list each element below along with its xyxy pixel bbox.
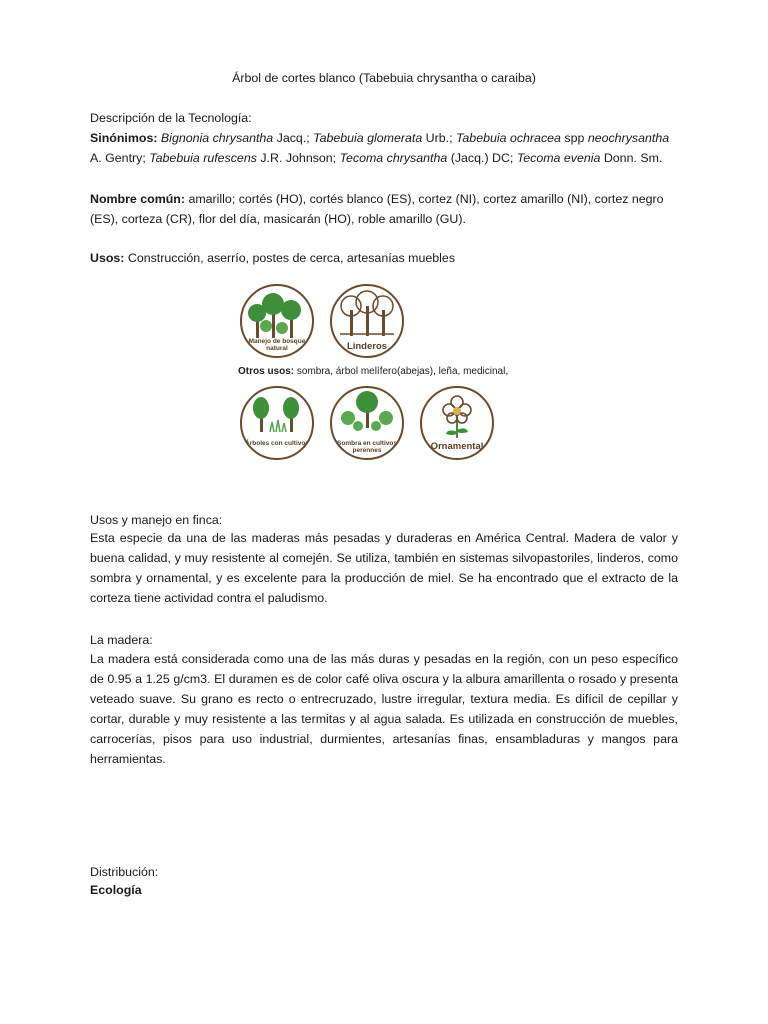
- trees-with-crops-icon: [242, 388, 312, 458]
- otros-usos-line: [238, 366, 508, 378]
- usos-text: Construcción, aserrío, postes de cerca, artesanías muebles: [124, 251, 456, 265]
- document-title: Árbol de cortes blanco (Tabebuia chrysantha o caraiba): [232, 71, 536, 85]
- madera-paragraph: La madera está considerada como una de las más duras y pesadas en la región, con un peso específico de 0.95 a 1.25 g/cm3. El duramen es de color café oliva oscura y la albura amarillenta o rosado y presenta veteado suave. Su grano es recto o entrecruzado, lustre irregular, textura media. Es difícil de cepillar y cortar, durable y muy resistente a las termitas y al agua salada. Es utilizada en construcción de muebles, carrocerías, pisos para uso industrial, durmientes, artesanías finas, ensambladuras y mangos para herramientas.: [90, 652, 678, 766]
- nombre-comun-label: Nombre común:: [90, 192, 185, 206]
- arboles-cultivos-icon: [240, 386, 314, 460]
- usos-icon-panel: [236, 282, 536, 462]
- synonym-name: Bignonia chrysantha: [160, 131, 274, 145]
- sombra-cultivos-icon: [330, 386, 404, 460]
- usos-label: Usos:: [90, 251, 125, 265]
- manejo-bosque-label: Manejo de bosque natural: [248, 338, 306, 352]
- synonym-author: (Jacq.) DC;: [447, 151, 517, 165]
- usos-manejo-paragraph: Esta especie da una de las maderas más pesadas y duraderas en América Central. Madera de valor y buena calidad, y muy resistente al comején. Se utiliza, también en sistemas silvopastoriles, linderos, como sombra y ornamental, y es excelente para la producción de miel. Se ha encontrado que el extracto de la corteza tiene actividad contra el paludismo.: [90, 531, 678, 605]
- ornamental-label: Ornamental: [430, 441, 484, 452]
- otros-usos-label: Otros usos:: [238, 366, 295, 377]
- synonym-author: Jacq.;: [273, 131, 314, 145]
- ornamental-icon: [420, 386, 494, 460]
- sombra-cultivos-label: Sombra en cultivos perennes: [337, 440, 397, 454]
- arboles-cultivos-label: Árboles con cultivos: [245, 440, 309, 447]
- synonym-author: A. Gentry;: [90, 151, 150, 165]
- sinonimos-label: Sinónimos:: [90, 131, 158, 145]
- distribucion-heading: Distribución:: [90, 865, 159, 879]
- synonym-name: Tabebuia ochracea: [455, 131, 561, 145]
- synonym-name: neochrysantha: [587, 131, 670, 145]
- linderos-label: Linderos: [346, 341, 388, 352]
- linderos-icon: [330, 284, 404, 358]
- nombre-comun-paragraph: [90, 189, 678, 229]
- synonym-author: J.R. Johnson;: [256, 151, 340, 165]
- usos-paragraph: [90, 248, 678, 268]
- sinonimos-paragraph: [90, 128, 678, 168]
- synonym-name: Tecoma chrysantha: [339, 151, 448, 165]
- descripcion-heading: Descripción de la Tecnología:: [90, 111, 252, 125]
- synonym-name: Tecoma evenia: [516, 151, 601, 165]
- nombre-comun-text: amarillo; cortés (HO), cortés blanco (ES), cortez (NI), cortez amarillo (NI), cortez negro (ES), corteza (CR), flor del día, masicarán (HO), roble amarillo (GU).: [90, 192, 664, 226]
- usos-manejo-heading: Usos y manejo en finca:: [90, 513, 223, 527]
- madera-heading: La madera:: [90, 633, 153, 647]
- synonym-name: Tabebuia glomerata: [313, 131, 423, 145]
- otros-usos-text: sombra, árbol melífero(abejas), leña, medicinal,: [294, 366, 509, 377]
- manejo-bosque-icon: [240, 284, 314, 358]
- ecologia-heading: Ecología: [90, 883, 142, 897]
- synonym-name: Tabebuia rufescens: [149, 151, 257, 165]
- synonym-author: Donn. Sm.: [600, 151, 663, 165]
- synonym-rank: spp: [560, 131, 588, 145]
- synonym-author: Urb.;: [422, 131, 456, 145]
